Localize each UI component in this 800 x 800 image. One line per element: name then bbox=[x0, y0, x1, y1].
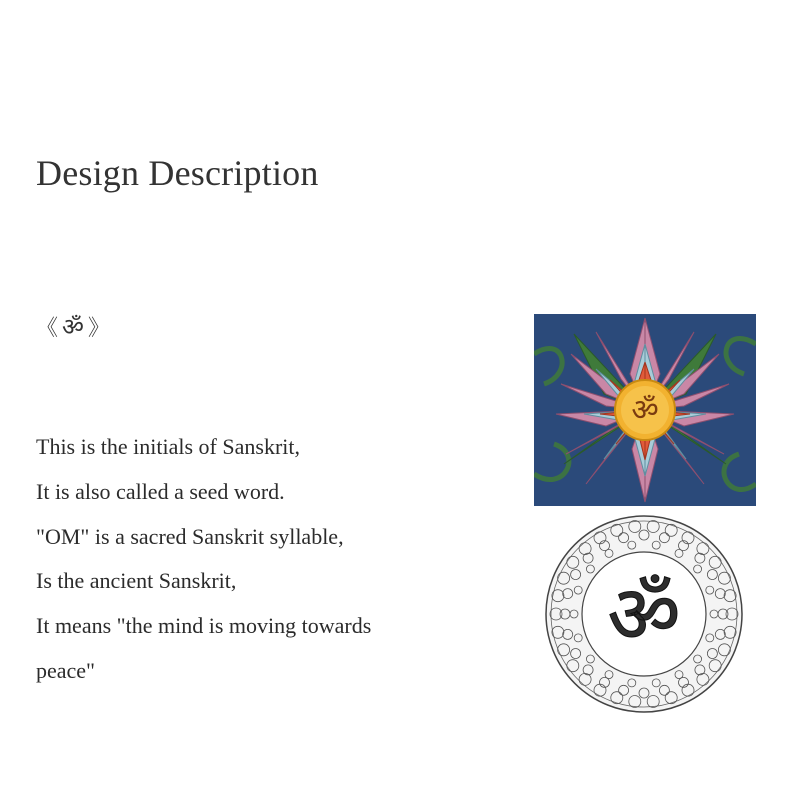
om-symbol-label bbox=[36, 310, 110, 343]
lotus-om-painting bbox=[534, 314, 756, 506]
description-line: It is also called a seed word. bbox=[36, 478, 285, 504]
mandala-om-glyph: ॐ bbox=[607, 568, 681, 661]
lotus-om-glyph: ॐ bbox=[631, 393, 659, 428]
page-title: Design Description bbox=[36, 153, 319, 193]
description-line: It means "the mind is moving towards bbox=[36, 613, 372, 639]
description-line: Is the ancient Sanskrit, bbox=[36, 568, 237, 594]
design-description-text bbox=[36, 425, 496, 694]
description-line: This is the initials of Sanskrit, bbox=[36, 434, 300, 459]
mandala-om-drawing bbox=[532, 514, 756, 714]
om-glyph: ॐ bbox=[62, 313, 84, 341]
open-bracket: 《 bbox=[36, 315, 59, 340]
description-line: "OM" is a sacred Sanskrit syllable, bbox=[36, 523, 344, 549]
close-bracket: 》 bbox=[87, 315, 110, 340]
description-line: peace" bbox=[36, 657, 96, 683]
